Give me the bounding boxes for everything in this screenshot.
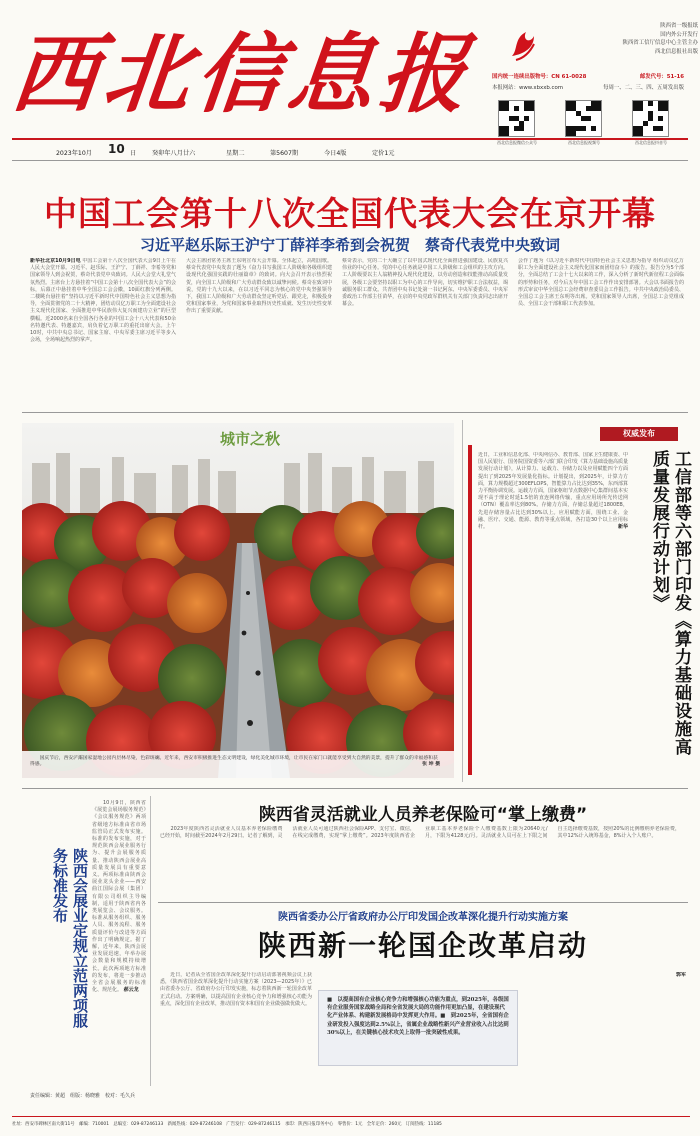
photo-caption-text: 国庆节后，西安浐灞国家湿地公园内层林尽染，色彩斑斓。近年来，西安市积极推进生态文明建设，绿化美化城市环境，让市民在家门口就能享受到大自然的美景，提升了群众的幸福感和获得感。 [30, 756, 438, 768]
sidebar-body-text: 近日，工业和信息化部、中央网信办、教育部、国家卫生健康委、中国人民银行、国务院国资委等六部门联合印发《算力基础设施高质量发展行动计划》，从计算力、运载力、存储力以及应用赋能四个方面提出了到2025年发展量化指标。计划提出，到2025年，计算力方面，算力规模超过300EFLOPS，智能算力占比达到35%，东西部算力平衡协调发展。运载力方面，国家枢纽节点数据中心集群间基本实现不高于理论时延1.5倍的直连网络传输，重点应用场所光传送网（OTN）覆盖率达到80%。存储力方面，存储总量超过1800EB，先进存储容量占比达到30%以上。应用赋能方面，围绕工业、金融、医疗、交通、能源、教育等重点领域，各打造30个以上应用标杆。 [478, 452, 628, 531]
editor-credits: 责任编辑：黄超 组版：杨晓雅 校对：毛久兵 [30, 1093, 136, 1099]
sidebar-accent-bar [468, 445, 472, 775]
qr-pattern-icon [566, 101, 601, 136]
story3-body: 近日，记者从全省国企改革深化提升行动启动部署视频会议上获悉，《陕西省国企改革深化提升行动实施方案（2023—2025年）》已由省委办公厅、省政府办公厅印发实施，标志着陕西新一轮国企改革正式启动。方案明确，以提高国有企业核心竞争力和增强核心功能为重点，深化国有企业改革，推动国有资本和国有企业做强做优做大。 [160, 972, 312, 1007]
frequency: 每周一、二、三、四、五周发出版 [603, 85, 684, 91]
left-story-text: 10月9日，陕西省《展览会展场服务规范》《会议服务规范》两项省级地方标准由省市场监管局正式发布实施。标准的发布实施，对于规范陕西会展业服务行为、提升会展服务质量、推动陕西会展业高质量发展具有重要意义。两项标准由陕西会展业龙头企业——西安曲江国际会展（集团）有限公司组织主导编制，适用于陕西省内各类展览会、会议服务。标准从服务组织、服务人员、服务流程、服务质量评价与改进等方面作出了明确规定。据了解，近年来，陕西会展业发展迅速，年举办展会数量和规模持续增长。此次两项地方标准的发布，将进一步推动全省会展服务的标准化、规范化。 [92, 800, 146, 994]
date-bar [12, 140, 690, 158]
sidebar-headline: 工信部等六部门印发《算力基础设施高质量发展行动计划》 [649, 450, 691, 756]
story3-kicker: 陕西省委办公厅省政府办公厅印发国企改革深化提升行动实施方案 [278, 912, 568, 923]
page-count: 今日4版 [324, 150, 347, 157]
story3-credit: 郭军 [675, 972, 686, 978]
publication-meta [548, 22, 698, 56]
photo-title: 城市之秋 [220, 430, 281, 448]
masthead [6, 20, 478, 130]
left-story-credit: 郝云龙 [123, 987, 139, 994]
qr-code-video[interactable] [565, 100, 602, 137]
price: 定价1元 [372, 150, 395, 157]
issn: 国内统一连续出版物号：CN 61-0028 [492, 74, 587, 80]
qr-pattern-icon [499, 101, 534, 136]
meta-line: 陕西省工信厅信息中心主管主办 [622, 40, 698, 47]
story2-body: 2023年度陕西省灵活就业人员基本养老保险缴费已经开始，时间截至2024年2月29日。记者了解到，灵活就业人员可通过陕西社会保险APP、支付宝、微信，在线完成缴费，实现“掌上缴费”。2023年度陕西省企业职工基本养老保险个人缴费基数上限为20640元/月，下限为4128元/月。灵活就业人员可在上下限之间自主选择缴费基数，按照20%的比例缴纳养老保险费，其中12%计入统筹基金，8%计入个人账户。 [160, 826, 680, 840]
photo-caption [30, 756, 440, 769]
lead-story-col-3: 蔡奇表示，党的二十大确立了以中国式现代化全面推进强国建设、民族复兴伟业的中心任务。党的中心任务就是中国工人阶级和工会组织的主攻方向。工人阶级要以主人翁精神投入现代化建设，以劳动创造和技能推动高质量发展，各级工会要坚持以职工为中心的工作导向，切实维护职工合法权益，竭诚服务职工群众。共青团中央书记处第一书记阿东、中央军委委员、中央军委政治工作部主任苗华，在京的中央党政军群机关有关部门负责同志出席开幕会。 [342, 258, 508, 308]
issue-number: 第5607期 [270, 150, 299, 157]
column-divider [462, 420, 463, 782]
date-bar-rule [12, 160, 688, 161]
story3-highlight-box: ■ 以提高国有企业核心竞争力和增强核心功能为重点，到2025年，各级国有企业服务国家战略全局和全省发展大局的功能作用更加凸显，在建设现代化产业体系、构建新发展格局中发挥更大作用。■ 到2025年，全省国有企业研发投入强度达到2.5%以上，省属企业战略性新兴产业营业收入占比达到30%以上，在关键核心技术攻关上取得一批突破性成果。 [318, 990, 518, 1066]
photo-credit: 张 坤 摄 [422, 762, 440, 768]
lead-story-col-2: 大会主席团常务主席王东明宣布大会开幕。全体起立，高唱国歌。蔡奇代表党中央发表了题为《奋力书写我国工人阶级和各级组织建设现代化强国实践的壮丽篇章》的致词。向大会召开表示热烈祝贺，向全国工人阶级和广大劳动群众致以诚挚问候。蔡奇在致词中说，党的十九大以来，在以习近平同志为核心的党中央坚强领导下，我国工人阶级和广大劳动群众坚定听党话、跟党走，积极投身党和国家事业，为党和国家事业取得历史性成就、发生历史性变革作出了重要贡献。 [186, 258, 332, 315]
weekday: 星期二 [226, 150, 245, 157]
section-divider [22, 412, 688, 413]
qr-code-wechat[interactable] [498, 100, 535, 137]
column-divider [150, 796, 151, 1086]
authority-release-badge: 权威发布 [600, 427, 678, 441]
site-row [492, 83, 692, 91]
red-ribbon-logo-icon [508, 26, 538, 64]
story3-body-cont [526, 972, 686, 1084]
city-autumn-photo [22, 423, 454, 778]
lead-story-col-1 [30, 258, 176, 398]
footer-imprint: 社址：西安市碑林区南大街11号 邮编：710001 总编室：029-87246133 新闻热线：029-87246108 广告发行：029-87246115 承印：陕西日报印务中心 零售价：1元 全年定价：260元 订阅热线：11185 [12, 1116, 690, 1127]
meta-line: 国内外公开发行 [660, 31, 698, 38]
left-story-cont [30, 1040, 88, 1086]
lunar-date: 癸卯年八月廿六 [152, 150, 196, 157]
main-headline: 中国工会第十八次全国代表大会在京开幕 [44, 194, 656, 233]
story2-headline: 陕西省灵活就业人员养老保险可“掌上缴费” [258, 805, 588, 825]
left-story-headline: 陕西会展业定规立范两项服务标准发布 [51, 848, 89, 1028]
autumn-park-illustration [22, 423, 454, 778]
section-divider [158, 902, 688, 903]
meta-line: 西北信息报社出版 [654, 48, 698, 55]
qr-label: 西北信息报微信公众号 [497, 140, 537, 145]
lead-story-col-4: 会作了题为《以习近平新时代中国特色社会主义思想为指导 组织动员亿万职工为全面建设社会主义现代化国家而团结奋斗》的报告。报告分为5个部分，全面总结了工会十七大以来的工作，深入分析了新时代新征程工会面临的形势和任务，对今后五年中国工会工作作出安排部署。大会以书面报告的形式审议中华全国总工会经费审查委员会工作报告。中共中央政治局委员、全国总工会主席王东明等出席。党和国家领导人出席，全国总工会党组成员、全国工会干部和职工代表参加。 [518, 258, 684, 308]
qr-pattern-icon [633, 101, 668, 136]
qr-label: 西北信息报视频号 [568, 140, 600, 145]
qr-label: 西北信息报抖音号 [635, 140, 667, 145]
website[interactable]: 本报网站：www.xbxxb.com [492, 85, 564, 91]
sidebar-source: 新华 [617, 524, 628, 531]
dateline: 新华社北京10月9日电 [30, 258, 81, 264]
issn-row [492, 72, 692, 80]
date-day-char: 日 [130, 150, 137, 157]
story3-headline: 陕西新一轮国企改革启动 [257, 929, 588, 962]
main-subhead: 习近平赵乐际王沪宁丁薛祥李希到会祝贺 蔡奇代表党中央致词 [139, 236, 560, 254]
date-day: 10 [108, 142, 125, 156]
sidebar-body [478, 452, 628, 768]
masthead-title: 西北信息报 [6, 24, 478, 125]
post-code: 邮发代号：51-16 [639, 74, 684, 80]
left-story-body [92, 800, 146, 1086]
meta-line: 陕西省一级报纸 [660, 23, 698, 29]
date-prefix: 2023年10月 [56, 150, 92, 157]
section-divider [22, 788, 688, 789]
lead-story-text: 中国工会第十八次全国代表大会9日上午在人民大会堂开幕。习近平、赵乐际、王沪宁、丁薛祥、李希等党和国家领导人到会祝贺，蔡奇代表党中央致词。人民大会堂大礼堂气氛热烈。主席台上方悬挂着“中国工会第十八次全国代表大会”的会标，后幕正中悬挂着中华全国总工会会徽，10面红旗分列两侧。二楼眺台悬挂着“坚持以习近平新时代中国特色社会主义思想为指导，全面贯彻党的二十大精神，团结动员亿万职工为全面建设社会主义现代化国家、全面推进中华民族伟大复兴而建功立业”的巨型横幅。近2000名来自全国各行各业的中国工会十八大代表和50余名特邀代表、特邀嘉宾，肩负着亿万职工的重托出席大会。上午10时，中共中央总书记、国家主席、中央军委主席习近平等步入会场，全场响起热烈的掌声。 [30, 258, 176, 344]
qr-code-douyin[interactable] [632, 100, 669, 137]
